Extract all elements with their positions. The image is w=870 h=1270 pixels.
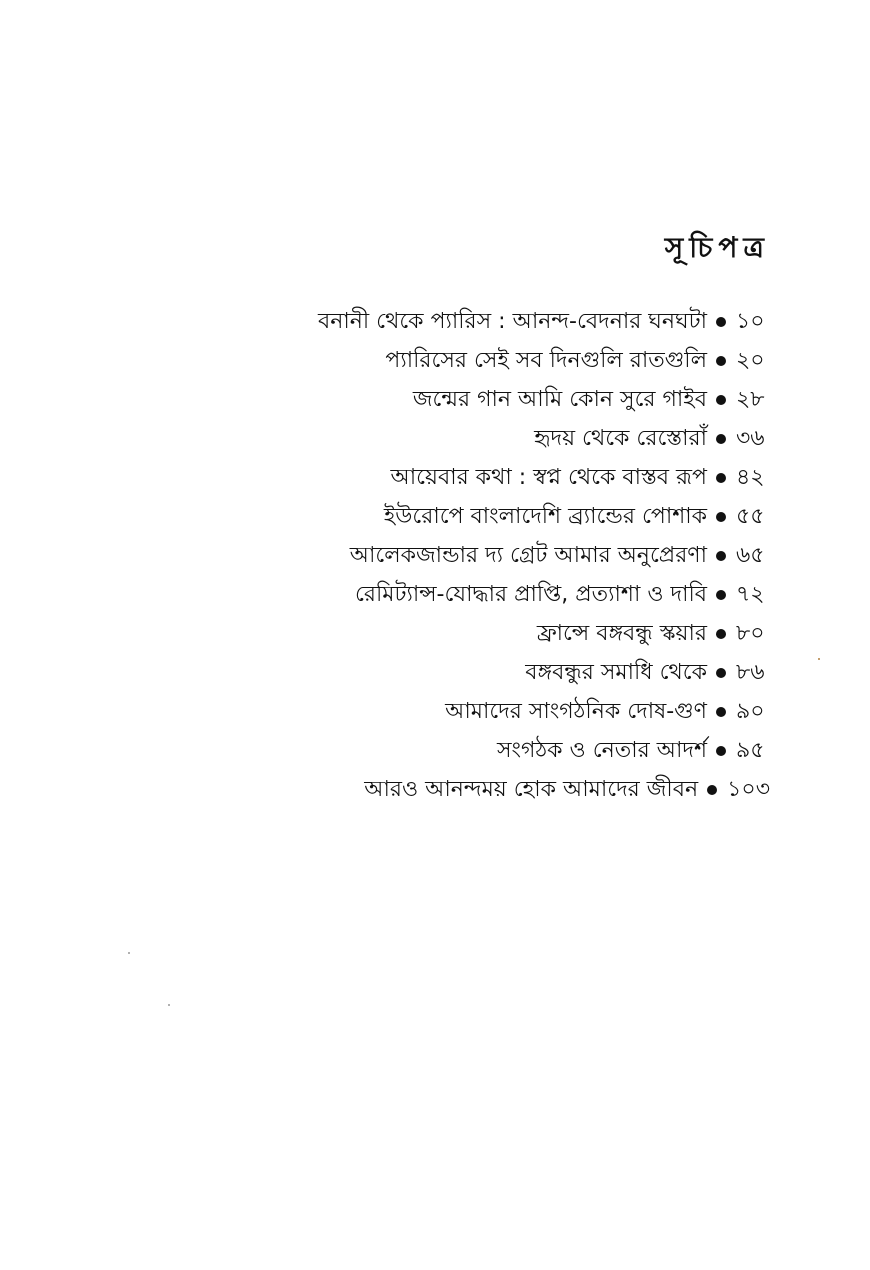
toc-entry-title: রেমিট্যান্স-যোদ্ধার প্রাপ্তি, প্রত্যাশা ও দাবি [354, 582, 707, 607]
toc-entry[interactable] [210, 575, 770, 614]
toc-entry-page: ৮০ [736, 621, 765, 646]
toc-entry-page: ৮৬ [736, 660, 765, 685]
toc-entry[interactable] [210, 731, 770, 770]
toc-entry[interactable] [210, 302, 770, 341]
toc-entry-page: ৫৫ [736, 504, 765, 529]
toc-entry[interactable] [210, 653, 770, 692]
paper-speck [128, 952, 130, 954]
toc-entry-title: বনানী থেকে প্যারিস : আনন্দ-বেদনার ঘনঘটা [318, 309, 707, 334]
toc-entry-page: ৯৫ [736, 738, 765, 763]
toc-entry-page: ৪২ [736, 465, 765, 490]
bullet-icon [716, 317, 726, 327]
toc-entry-title: আয়েবার কথা : স্বপ্ন থেকে বাস্তব রূপ [390, 465, 707, 490]
bullet-icon [716, 590, 726, 600]
toc-entry-page: ৯০ [736, 699, 765, 724]
toc-entry-page: ৭২ [736, 582, 765, 607]
bullet-icon [716, 551, 726, 561]
toc-entry-title: বঙ্গবন্ধুর সমাধি থেকে [525, 660, 707, 685]
bullet-icon [716, 356, 726, 366]
bullet-icon [716, 629, 726, 639]
paper-speck [818, 658, 820, 660]
bullet-icon [716, 668, 726, 678]
toc-entry-page: ৩৬ [736, 426, 765, 451]
toc-entry[interactable] [210, 458, 770, 497]
toc-heading: সূচিপত্র [664, 231, 770, 264]
bullet-icon [716, 434, 726, 444]
bullet-icon [716, 707, 726, 717]
toc-entry-title: আলেকজান্ডার দ্য গ্রেট আমার অনুপ্রেরণা [349, 543, 707, 568]
bullet-icon [716, 512, 726, 522]
toc-entry-page: ২৮ [736, 387, 765, 412]
toc-entry-title: জন্মের গান আমি কোন সুরে গাইব [412, 387, 707, 412]
toc-entry-title: প্যারিসের সেই সব দিনগুলি রাতগুলি [385, 348, 707, 373]
toc-entry-title: ফ্রান্সে বঙ্গবন্ধু স্কয়ার [536, 621, 707, 646]
toc-entry[interactable] [210, 614, 770, 653]
toc-entry-title: ইউরোপে বাংলাদেশি ব্র্যান্ডের পোশাক [383, 504, 707, 529]
bullet-icon [716, 746, 726, 756]
toc-entry[interactable] [210, 497, 770, 536]
toc-entry[interactable] [210, 536, 770, 575]
toc-entry-title: হৃদয় থেকে রেস্তোরাঁ [534, 426, 707, 451]
toc-entry-page: ৬৫ [736, 543, 765, 568]
toc-entry-title: আমাদের সাংগঠনিক দোষ-গুণ [445, 699, 707, 724]
bullet-icon [716, 473, 726, 483]
toc-entry-page: ২০ [736, 348, 765, 373]
toc-entry[interactable] [210, 770, 770, 809]
toc-entry-title: সংগঠক ও নেতার আদর্শ [496, 738, 707, 763]
toc-entry[interactable] [210, 380, 770, 419]
paper-speck [168, 1004, 170, 1006]
toc-entry[interactable] [210, 692, 770, 731]
toc-list [210, 302, 770, 809]
toc-entry-title: আরও আনন্দময় হোক আমাদের জীবন [364, 777, 699, 802]
toc-entry[interactable] [210, 419, 770, 458]
toc-entry-page: ১০ [736, 309, 765, 334]
toc-entry[interactable] [210, 341, 770, 380]
bullet-icon [707, 785, 717, 795]
toc-entry-page: ১০৩ [727, 777, 770, 802]
bullet-icon [716, 395, 726, 405]
